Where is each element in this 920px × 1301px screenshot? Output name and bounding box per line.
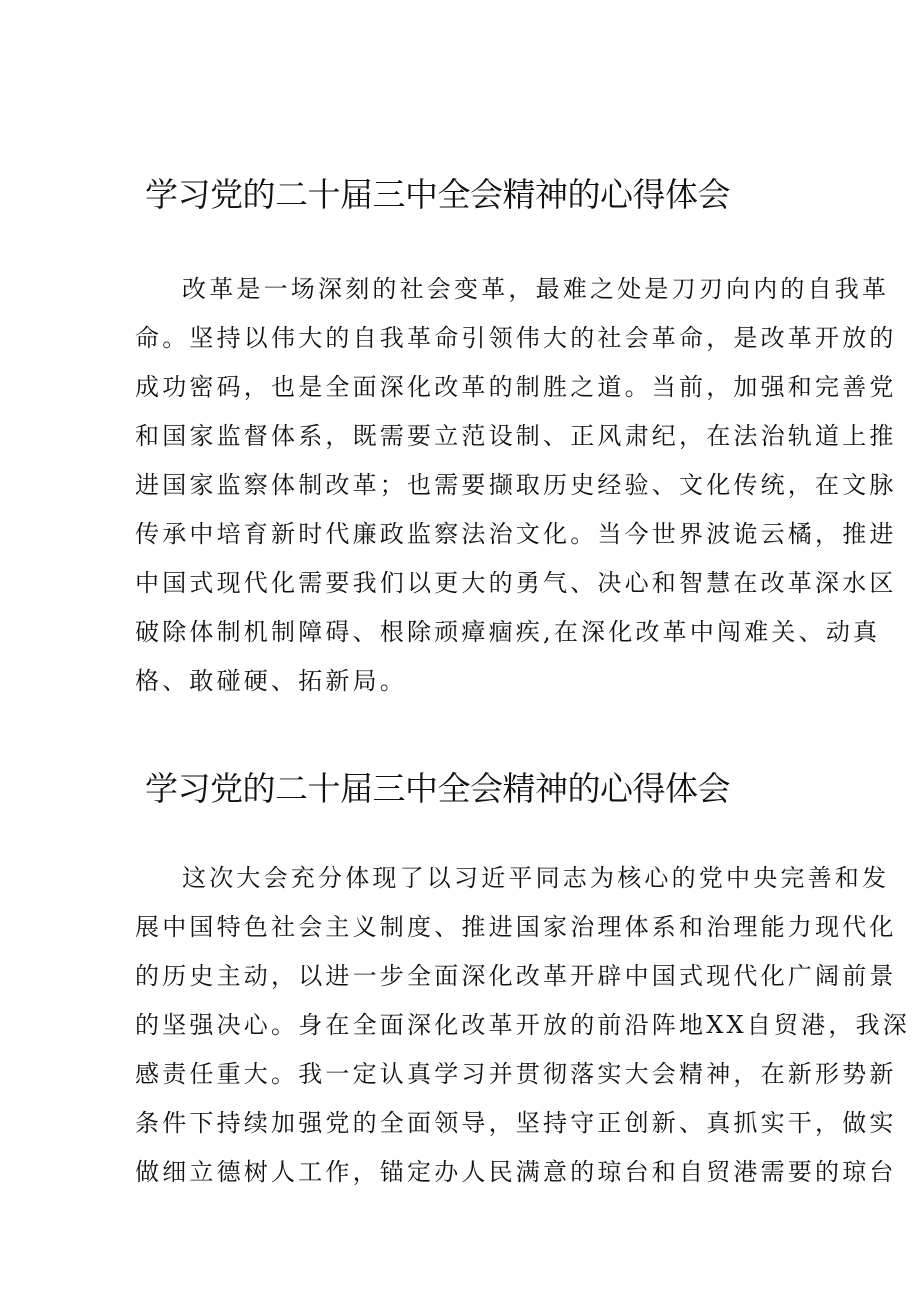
body-line: 这次大会充分体现了以习近平同志为核心的党中央完善和发: [182, 864, 890, 892]
section-body-2: [135, 862, 910, 1205]
body-line: 传承中培育新时代廉政监察法治文化。当今世界波诡云橘，推进: [135, 520, 897, 548]
section-body-1: [135, 273, 897, 714]
section-title-2: 学习党的二十届三中全会精神的心得体会: [145, 769, 730, 808]
body-line: 改革是一场深刻的社会变革，最难之处是刀刃向内的自我革: [182, 275, 890, 303]
body-line: 命。坚持以伟大的自我革命引领伟大的社会革命，是改革开放的: [135, 324, 897, 352]
body-line: 做细立德树人工作，锚定办人民满意的琼台和自贸港需要的琼台: [135, 1158, 897, 1186]
body-line: 条件下持续加强党的全面领导，坚持守正创新、真抓实干，做实: [135, 1109, 897, 1137]
body-line: 的历史主动，以进一步全面深化改革开辟中国式现代化广阔前景: [135, 962, 897, 990]
body-line: 中国式现代化需要我们以更大的勇气、决心和智慧在改革深水区: [135, 569, 897, 597]
body-line: 的坚强决心。身在全面深化改革开放的前沿阵地XX自贸港，我深: [135, 1011, 910, 1039]
body-line: 和国家监督体系，既需要立范设制、正风肃纪，在法治轨道上推: [135, 422, 897, 450]
body-line: 进国家监察体制改革；也需要撷取历史经验、文化传统，在文脉: [135, 471, 897, 499]
section-title-1: 学习党的二十届三中全会精神的心得体会: [145, 175, 730, 214]
body-line: 破除体制机制障碍、根除顽瘴痼疾,在深化改革中闯难关、动真: [135, 618, 881, 646]
body-line: 感责任重大。我一定认真学习并贯彻落实大会精神，在新形势新: [135, 1060, 897, 1088]
body-line: 成功密码，也是全面深化改革的制胜之道。当前，加强和完善党: [135, 373, 897, 401]
body-line: 格、敢碰硬、拓新局。: [135, 667, 407, 695]
body-line: 展中国特色社会主义制度、推进国家治理体系和治理能力现代化: [135, 913, 897, 941]
